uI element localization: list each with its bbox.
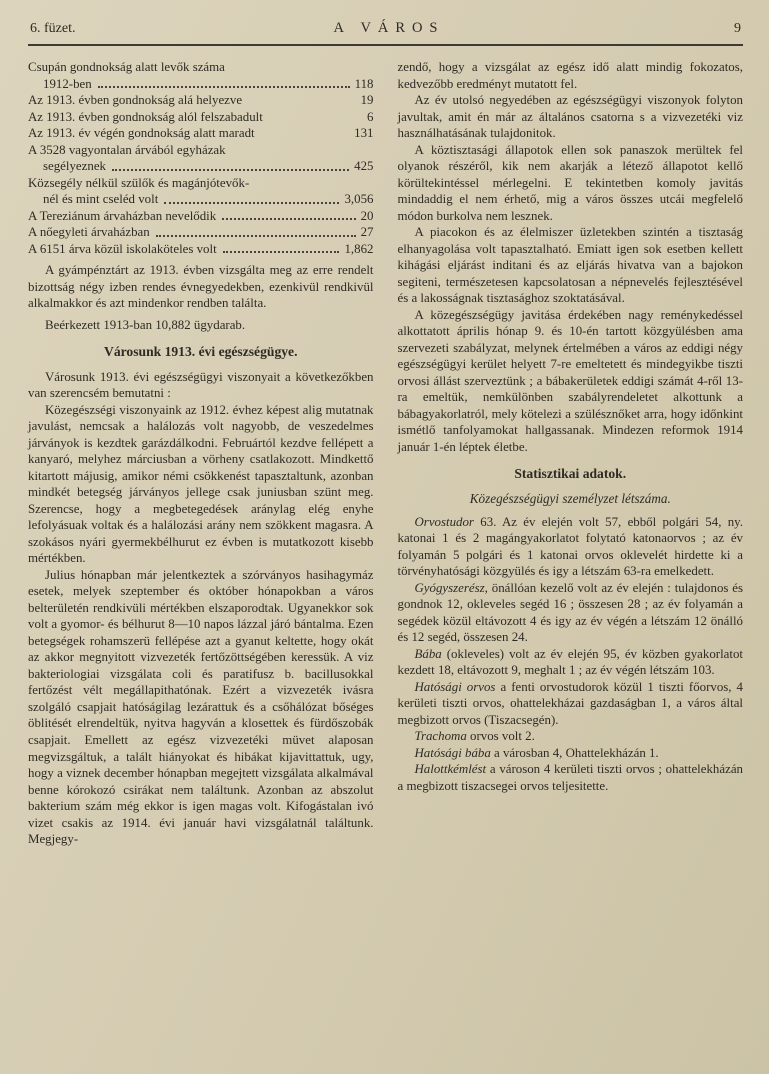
stat-row xyxy=(28,142,374,175)
issue-label: 6. füzet. xyxy=(30,21,76,36)
stat-row xyxy=(28,224,374,241)
entry-pharmacists xyxy=(398,580,744,646)
para-last-quarter: Az év utolsó negyedében az egészségügyi viszonyok folyton javultak, amit én már az általános csatorna s a vizvezetéki viz használhatásának tulajdonitok. xyxy=(397,93,743,141)
dot-leader xyxy=(112,169,349,171)
dot-leader xyxy=(222,218,355,220)
stat-row xyxy=(28,92,374,109)
entry-death-examination xyxy=(398,761,744,794)
right-column xyxy=(398,59,744,848)
stat-prefix: A 3528 vagyontalan árvából egyházak xyxy=(28,142,226,157)
stat-prefix: Csupán gondnokság alatt levők száma xyxy=(28,60,225,74)
stat-label: segélyeznek xyxy=(43,159,106,174)
para-continuation: zendő, hogy a vizsgálat az egész idő alatt mindig fokozatos, kedvezőbb eredményt mutatott fel. xyxy=(397,60,743,91)
entry-midwives xyxy=(398,646,744,679)
para-incoming-documents: Beérkezett 1913-ban 10,882 ügydarab. xyxy=(45,317,246,332)
stat-row xyxy=(28,109,374,126)
entry-lead: Bába xyxy=(414,646,442,661)
dot-leader xyxy=(164,202,339,204)
two-column-body xyxy=(28,59,743,848)
heading-city-health: Városunk 1913. évi egészségügye. xyxy=(104,344,298,360)
entry-lead: Halottkémlést xyxy=(414,762,487,777)
entry-lead: Hatósági orvos xyxy=(414,679,496,694)
entry-lead: Trachoma xyxy=(414,729,467,744)
subheading-personnel: Közegészségügyi személyzet létszáma. xyxy=(469,490,671,506)
entry-lead: Orvostudor xyxy=(414,514,474,529)
entry-text: a városon 4 kerületi tiszti orvos ; ohattelekházán a megbizott tiszacsegei orvos teljesitette. xyxy=(397,762,743,793)
entry-official-midwives xyxy=(398,745,744,762)
stat-value: 19 xyxy=(360,93,374,108)
heading-statistics: Statisztikai adatok. xyxy=(514,466,627,482)
stat-row xyxy=(28,241,374,258)
entry-text: orvos volt 2. xyxy=(466,729,535,744)
entry-text: a városban 4, Ohattelekházán 1. xyxy=(490,745,659,760)
page-number: 9 xyxy=(734,21,741,36)
stat-label: nél és mint cseléd volt xyxy=(43,192,159,207)
para-health-reform: A közegészségügy javitása érdekében nagy reménykedéssel alkottatott április hónap 9. és 10-én tartott közgyülésben ama szervezeti szabályzat, melynek értelmében a város az eddigi négy egészségügyi kerület helyett 7-re emeltetett és mindegyikbe tiszti orvosi állást szerveztünk ; a bábakerületek eddigi számát 4-ről 13-ra emeltük, nemkülönben szabályrendeletet alkottunk a bábagyakorlatról, mely kötelezi a szülésznőket arra, hogy időnkint ismétlő tanfolyamokat hallgassanak. Mindezen reformok 1914 január 1-én léptek életbe. xyxy=(397,307,743,454)
page-header xyxy=(28,16,743,44)
entry-text: (okleveles) volt az év elején 95, év közben gyakorlatot kezdett 18, eltávozott 9, meghalt 1 ; az év végén létszám 103. xyxy=(397,646,743,678)
stat-value: 20 xyxy=(360,208,374,223)
stat-label: 1912-ben xyxy=(43,76,92,91)
entry-doctors xyxy=(398,514,744,580)
para-epidemics: Közegészségi viszonyaink az 1912. évhez képest alig mutatnak javulást, nemcsak a halálozás volt nagyobb, de veszedelmes járványok is kezdtek garázdálkodni. Februártól kezdve fellépett a kanyaró, melyhez márciusban a vörheny csatlakozott. Mindkettő kitartott májusig, amikor némi csökkenést tapasztaltunk, azonban mindkét betegség járványos jellege csak juniusban szünt meg. Szerencse, hogy a megbetegedések aránylag elég enyhe lefolyásuak voltak és a halálozási arány nem szökkent magasra. A szokásos nyári gyermekbélhurut ez évben is mutatkozott kisebb mértékben. xyxy=(28,402,374,566)
para-water-contamination: Julius hónapban már jelentkeztek a szórványos hasihagymáz esetek, melyek szeptember és október hónapokban a város belterületén rendkivüli mértékben elszaporodtak. Ugyanekkor sok volt a gyomor- és bélhurut 8—10 napos lázzal járó bántalma. Ezen betegségek rohamszerü fellépése azt a gyanut keltette, hogy okát az akkor megnyitott vizvezeték fertőzöttségében keressük. A viz bakteriologiai vizsgálata coli és paratifusz b. bacillusokkal fertőzést vélt megállapithatónak. Ezért a vizvezeték ivásra szolgáló csapjait hatóságilag lezárattuk és a csőhálózat bőséges öblitését elrendeltük, nyitva hagyván a klosettek és fürdőszobák csapjait. Emellett az egész vizvezetéki müvet alaposan megvizsgáltuk, a talált hiányokat és hibákat kijavittattuk, ugy, hogy a viznek december hónapban megejtett vizsgálata alkalmával benne kórokozó csirákat nem találtunk. Azonban az abszolut bakterium szám még ekkor is igen magas volt. Kifogástalan ivó vizet csakis az 1914. évi január havi vizsgálatnál találtunk. Megjegy- xyxy=(28,567,374,847)
dot-leader xyxy=(156,235,356,237)
stat-prefix: Közsegély nélkül szülők és magánjótevők- xyxy=(28,175,250,190)
stat-label: Az 1913. évben gondnokság alá helyezve xyxy=(28,93,243,108)
stat-row xyxy=(28,125,374,142)
stat-label: A Tereziánum árvaházban nevelődik xyxy=(28,208,217,223)
entry-lead: Hatósági bába xyxy=(414,745,491,760)
stat-label: A nőegyleti árvaházban xyxy=(28,225,150,240)
dot-leader xyxy=(223,251,340,253)
para-health-intro: Városunk 1913. évi egészségügyi viszonyait a következőkben van szerencsém bemutatni : xyxy=(28,369,374,401)
entry-official-doctors xyxy=(398,679,744,729)
entry-lead: Gyógyszerész, xyxy=(414,580,488,595)
stat-value: 425 xyxy=(354,159,374,174)
stat-row xyxy=(28,208,374,225)
para-public-cleanliness: A köztisztasági állapotok ellen sok panaszok merültek fel olyanok részéről, kik nem akarják a létező állapotot kellő körültekintéssel mérlegelni. E tekintetben komoly javitás mindaddig el nem érhető, mig a város összes utcái megfelelő módon burkolva nem lesznek. xyxy=(397,142,743,223)
para-markets-hygiene: A piacokon és az élelmiszer üzletekben szintén a tisztaság elhanyagolása volt tapasztalható. Emiatt igen sok esetben kellett kihágási eljárást inditani és az eljárás hivatva van a bajokon segiteni, természetesen kapcsolatosan a népnevelés fejlesztésével és a lakosságnak tisztasághoz szoktatásával. xyxy=(397,225,743,306)
stat-line xyxy=(28,76,374,93)
stat-value: 6 xyxy=(367,109,374,124)
stat-line xyxy=(28,158,374,175)
stat-value: 1,862 xyxy=(344,241,374,256)
stat-value: 27 xyxy=(360,225,374,240)
entry-trachoma-doctor xyxy=(398,728,744,745)
para-guardianship-audit: A gyámpénztárt az 1913. évben vizsgálta meg az erre rendelt bizottság négy izben rendes évnegyedekben, ezenkivül rendkivül alkalmakkor és azt mindenkor rendben találta. xyxy=(28,263,374,311)
stat-line xyxy=(28,191,374,208)
stat-row xyxy=(28,175,374,208)
stat-value: 3,056 xyxy=(344,192,374,207)
stat-value: 131 xyxy=(354,126,374,141)
left-column xyxy=(28,59,374,848)
entry-text: önállóan kezelő volt az év elején : tulajdonos és gondnok 12, okleveles segéd 16 ; összesen 28 ; az év folyamán a segédek közül eltávozott 4 és igy az év végén a létszám 12 önálló és 12 segéd, összesen 24. xyxy=(397,580,743,645)
header-rule xyxy=(28,44,743,46)
stat-label: Az 1913. év végén gondnokság alatt maradt xyxy=(28,126,255,141)
stat-value: 118 xyxy=(354,76,374,91)
stat-row xyxy=(28,59,374,92)
dot-leader xyxy=(98,86,350,88)
entry-text: a fenti orvostudorok közül 1 tiszti főorvos, 4 kerületi tiszti orvos, ohattelekházai gazdaságban 1, a város által megbizott orvos (Tiszacsegén). xyxy=(397,679,743,727)
stat-label: A 6151 árva közül iskolaköteles volt xyxy=(28,241,217,256)
stat-label: Az 1913. évben gondnokság alól felszabadult xyxy=(28,109,263,124)
entry-text: 63. Az év elején volt 57, ebből polgári 54, ny. katonai 1 és 2 magángyakorlatot folytató katonaorvos ; az év folyamán 5 polgári és 1 katonai orvos oklevelét hirdette ki a törvényhatósági közgyülés és igy a létszám 63-ra emelkedett. xyxy=(397,514,743,579)
journal-title: A VÁROS xyxy=(333,20,445,36)
